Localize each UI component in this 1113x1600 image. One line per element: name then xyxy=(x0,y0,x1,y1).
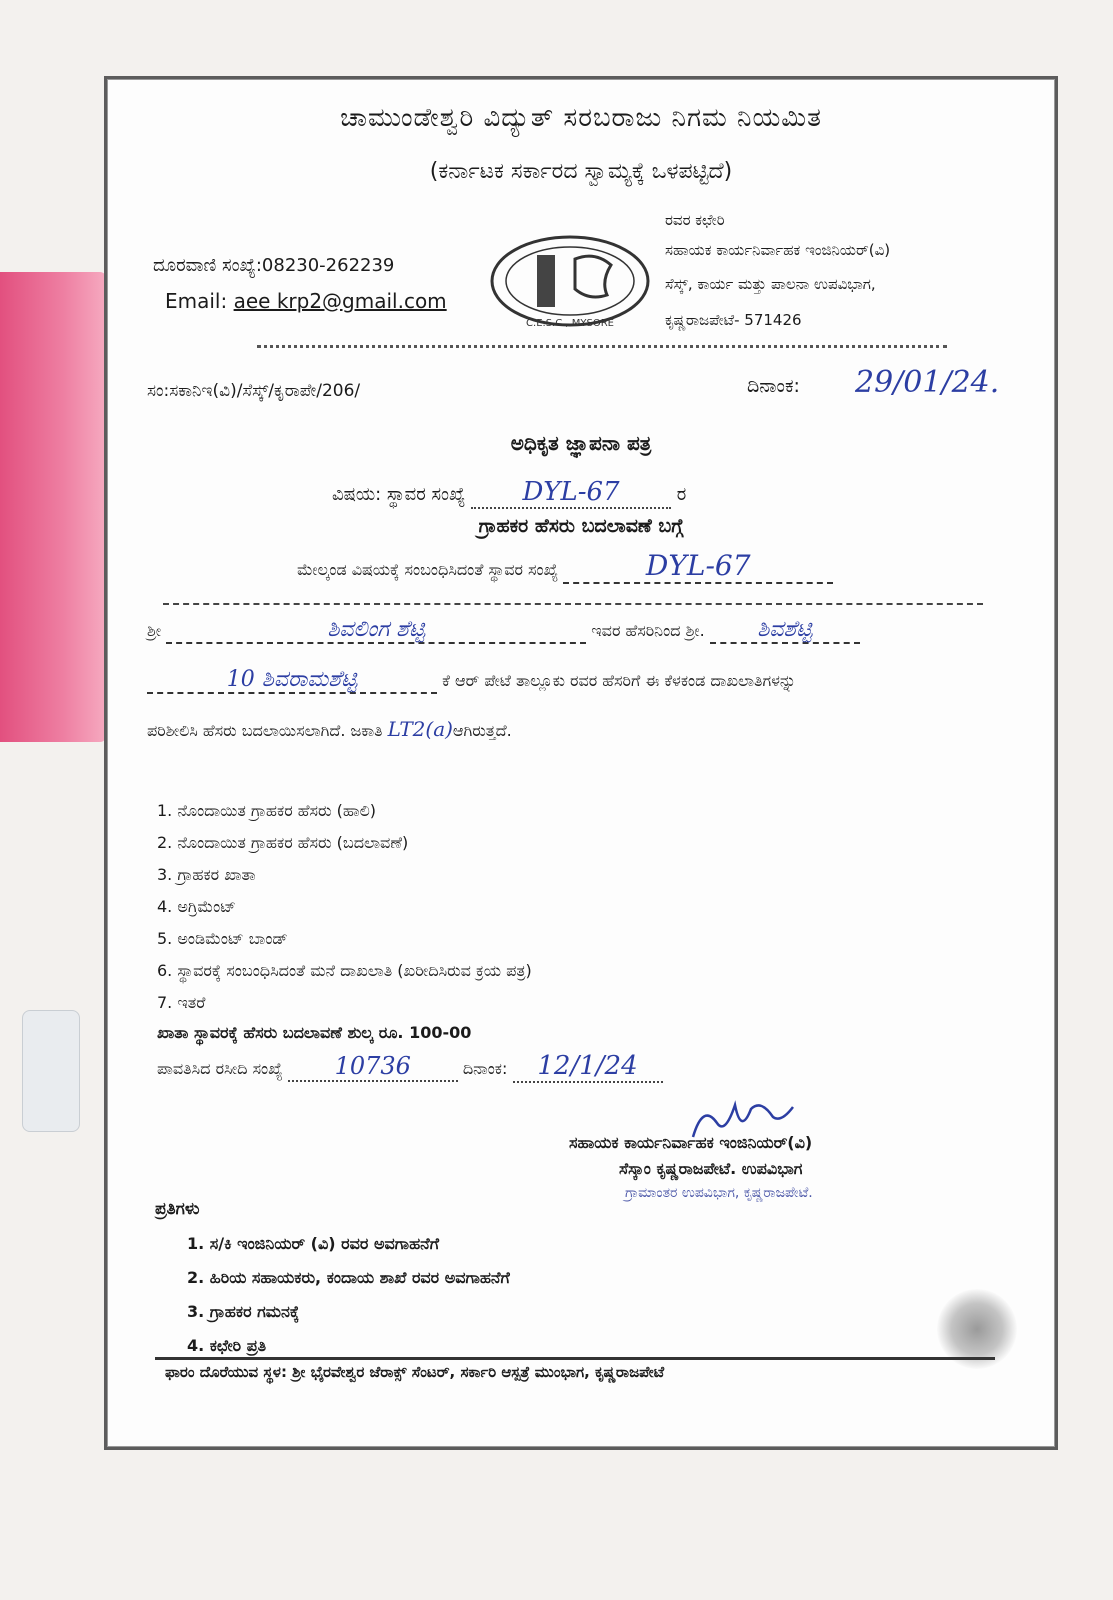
date-label: ದಿನಾಂಕ: xyxy=(747,375,800,397)
reference-number xyxy=(147,381,360,401)
receipt-prefix: ಪಾವತಿಸಿದ ರಸೀದಿ ಸಂಖ್ಯೆ xyxy=(157,1059,283,1078)
document-sheet xyxy=(104,76,1058,1450)
new-name-line xyxy=(147,667,796,694)
list-item: 5. ಅಂಡಿಮೆಂಟ್ ಬಾಂಡ್ xyxy=(157,929,288,948)
list-item: 4. ಕಛೇರಿ ಪ್ರತಿ xyxy=(187,1336,267,1355)
signatory-office: ಸೆಸ್ಕಾಂ ಕೃಷ್ಣರಾಜಪೇಟೆ. ಉಪವಿಭಾಗ xyxy=(619,1159,803,1178)
office-stamp: ಗ್ರಾಮಾಂತರ ಉಪವಿಭಾಗ, ಕೃಷ್ಣರಾಜಪೇಟೆ. xyxy=(625,1185,813,1201)
subject-prefix: ವಿಷಯ: ಸ್ಥಾವರ ಸಂಖ್ಯೆ xyxy=(332,484,466,505)
pink-file-tab xyxy=(0,272,106,742)
verification-line xyxy=(147,717,512,741)
ref-suffix: / xyxy=(354,381,361,401)
email-label: Email: xyxy=(165,289,234,313)
header-divider xyxy=(257,345,947,348)
new-name-continued: 10 ಶಿವರಾಮಶೆಟ್ಟಿ xyxy=(147,667,437,694)
office-line-1: ರವರ ಕಛೇರಿ xyxy=(665,211,725,229)
list-item: 1. ಸ/ಕಿ ಇಂಜಿನಿಯರ್ (ವಿ) ರವರ ಅವಗಾಹನೆಗೆ xyxy=(187,1234,439,1253)
shri-prefix: ಶ್ರೀ xyxy=(147,621,162,640)
list-item: 6. ಸ್ಥಾವರಕ್ಕೆ ಸಂಬಂಧಿಸಿದಂತೆ ಮನೆ ದಾಖಲಾತಿ (ಖರೀದಿಸಿರುವ ಕ್ರಯ ಪತ್ರ) xyxy=(157,961,532,980)
footer-text: ಫಾರಂ ದೊರೆಯುವ ಸ್ಥಳ: ಶ್ರೀ ಭೈರವೇಶ್ವರ ಜೆರಾಕ್ಸ್ ಸೆಂಟರ್, ಸರ್ಕಾರಿ ಆಸ್ಪತ್ರೆ ಮುಂಭಾಗ, ಕೃಷ್ಣರಾಜಪೇಟೆ xyxy=(165,1363,665,1381)
office-line-2: ಸಹಾಯಕ ಕಾರ್ಯನಿರ್ವಾಹಕ ಇಂಜಿನಿಯರ್(ವಿ) xyxy=(665,241,891,259)
paper-clip xyxy=(22,1010,80,1132)
tariff-code: LT2(a) xyxy=(387,717,453,741)
signatory-title: ಸಹಾಯಕ ಕಾರ್ಯನಿರ್ವಾಹಕ ಇಂಜಿನಿಯರ್(ವಿ) xyxy=(569,1133,813,1152)
cesc-logo-icon xyxy=(485,229,655,333)
verify-suffix: ಆಗಿರುತ್ತದೆ. xyxy=(452,721,512,740)
list-item: 1. ನೊಂದಾಯಿತ ಗ್ರಾಹಕರ ಹೆಸರು (ಹಾಲಿ) xyxy=(157,801,377,820)
date-value: 29/01/24. xyxy=(855,365,1000,400)
installation-number: DYL-67 xyxy=(471,477,671,509)
blank-dashed-line xyxy=(163,603,983,605)
list-item: 2. ಹಿರಿಯ ಸಹಾಯಕರು, ಕಂದಾಯ ಶಾಖೆ ರವರ ಅವಗಾಹನೆಗೆ xyxy=(187,1268,510,1287)
email-value: aee krp2@gmail.com xyxy=(233,289,447,313)
reference-line xyxy=(297,549,833,584)
from-text: ಇವರ ಹೆಸರಿನಿಂದ ಶ್ರೀ. xyxy=(591,621,705,640)
gov-line: (ಕರ್ನಾಟಕ ಸರ್ಕಾರದ ಸ್ವಾಮ್ಯಕ್ಕೆ ಒಳಪಟ್ಟಿದೆ) xyxy=(429,159,733,184)
list-item: 2. ನೊಂದಾಯಿತ ಗ್ರಾಹಕರ ಹೆಸರು (ಬದಲಾವಣೆ) xyxy=(157,833,409,852)
old-name: ಶಿವಲಿಂಗ ಶೆಟ್ಟಿ xyxy=(166,617,586,644)
ref-line-installation: DYL-67 xyxy=(563,549,833,584)
receipt-date-label: ದಿನಾಂಕ: xyxy=(462,1059,508,1078)
office-line-3: ಸೆಸ್ಕ್, ಕಾರ್ಯ ಮತ್ತು ಪಾಲನಾ ಉಪವಿಭಾಗ, xyxy=(665,275,876,293)
subject-line xyxy=(332,477,686,509)
logo-text: C.E.S.C., MYSORE xyxy=(526,318,614,329)
list-item: 4. ಅಗ್ರಿಮೆಂಟ್ xyxy=(157,897,236,916)
subject-line-2: ಗ್ರಾಹಕರ ಹೆಸರು ಬದಲಾವಣೆ ಬಗ್ಗೆ xyxy=(478,515,684,537)
fee-line: ಖಾತಾ ಸ್ಥಾವರಕ್ಕೆ ಹೆಸರು ಬದಲಾವಣೆ ಶುಲ್ಕ ರೂ. 100-00 xyxy=(157,1023,472,1042)
receipt-number: 10736 xyxy=(288,1052,458,1082)
list-item: 3. ಗ್ರಾಹಕರ ಖಾತಾ xyxy=(157,865,256,884)
ref-line-prefix: ಮೇಲ್ಕಂಡ ವಿಷಯಕ್ಕೆ ಸಂಬಂಧಿಸಿದಂತೆ ಸ್ಥಾವರ ಸಂಖ್ಯೆ xyxy=(297,560,559,579)
office-line-4: ಕೃಷ್ಣರಾಜಪೇಟೆ- 571426 xyxy=(665,311,802,329)
org-name: ಚಾಮುಂಡೇಶ್ವರಿ ವಿದ್ಯುತ್ ಸರಬರಾಜು ನಿಗಮ ನಿಯಮಿತ xyxy=(340,103,822,133)
new-name: ಶಿವಶೆಟ್ಟಿ xyxy=(710,617,860,644)
receipt-date: 12/1/24 xyxy=(513,1051,663,1083)
ref-number: 206 xyxy=(321,381,355,401)
copies-heading: ಪ್ರತಿಗಳು xyxy=(155,1199,200,1219)
phone-number: ದೂರವಾಣಿ ಸಂಖ್ಯೆ:08230-262239 xyxy=(153,255,395,276)
documents-list xyxy=(157,795,532,1019)
ref-prefix: ಸಂ:ಸಕಾನಿಇ(ವಿ)/ಸೆಸ್ಕ್/ಕೃರಾಪೇ/ xyxy=(147,381,322,401)
footer-rule xyxy=(155,1357,995,1360)
letter-title: ಅಧಿಕೃತ ಜ್ಞಾಪನಾ ಪತ್ರ xyxy=(510,431,652,455)
list-item: 3. ಗ್ರಾಹಕರ ಗಮನಕ್ಕೆ xyxy=(187,1302,300,1321)
old-name-line xyxy=(147,617,860,644)
kr-text: ಕೆ ಆರ್ ಪೇಟೆ ತಾಲ್ಲೂಕು ರವರ ಹೆಸರಿಗೆ ಈ ಕೆಳಕಂಡ ದಾಖಲಾತಿಗಳನ್ನು xyxy=(442,671,797,690)
verify-text: ಪರಿಶೀಲಿಸಿ ಹೆಸರು ಬದಲಾಯಿಸಲಾಗಿದೆ. ಜಕಾತಿ xyxy=(147,721,383,740)
email-line xyxy=(165,289,447,313)
list-item: 7. ಇತರೆ xyxy=(157,993,206,1012)
subject-suffix: ರ xyxy=(676,484,687,505)
receipt-line xyxy=(157,1051,663,1083)
copies-list xyxy=(187,1227,510,1363)
